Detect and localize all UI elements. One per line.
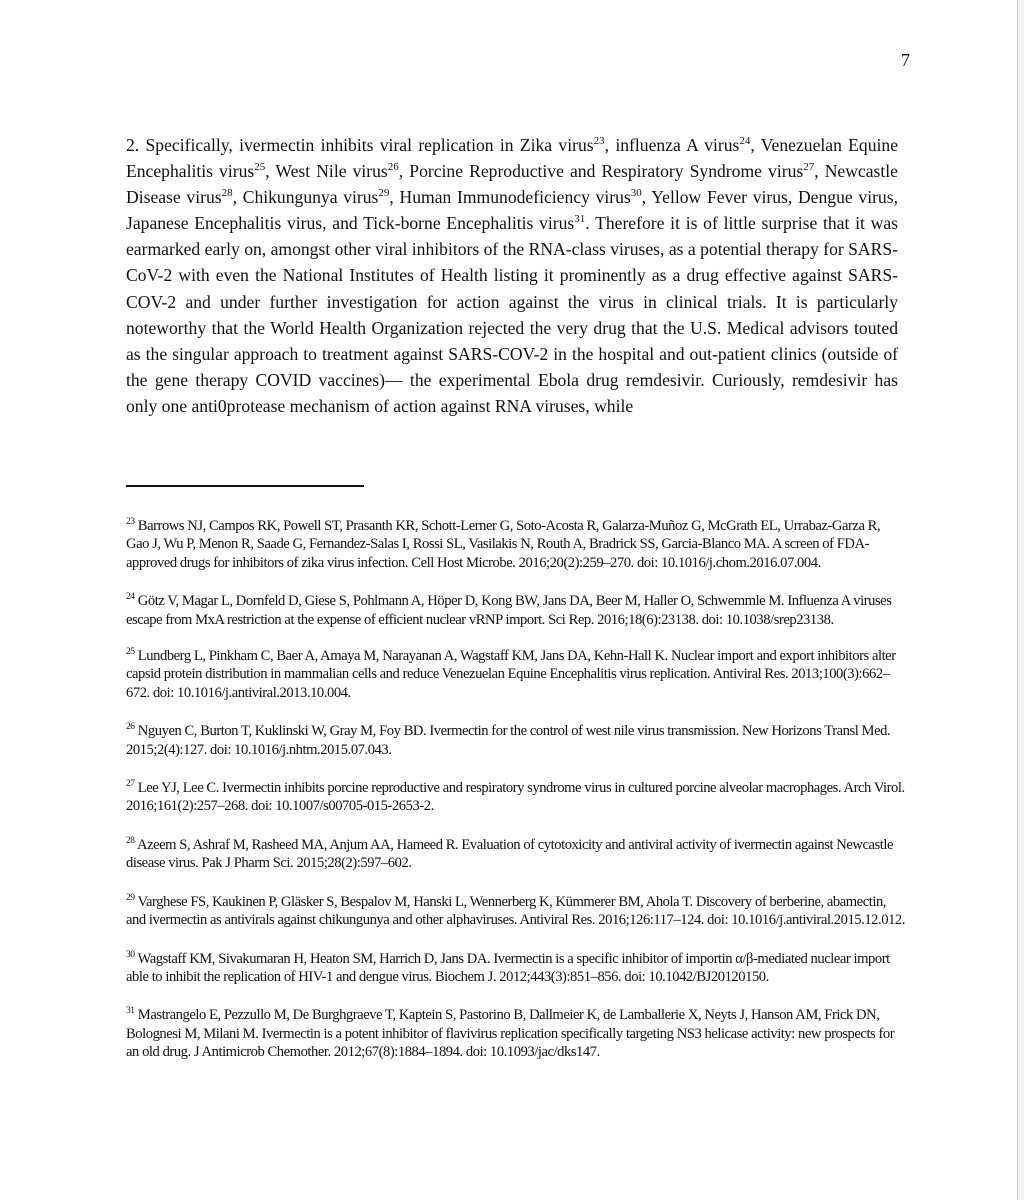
footnote-number: 29	[126, 892, 135, 903]
footnote-text: Wagstaff KM, Sivakumaran H, Heaton SM, Harrich D, Jans DA. Ivermectin is a specific inhibitor of importin α/β-mediated nuclear import able to inhibit the replication of HIV-1 and dengue virus. Biochem J. 2012;443(3):851–856. doi: 10.1042/BJ20120150.	[126, 950, 890, 985]
citation-marker: 27	[803, 161, 815, 174]
body-text-run: , Newcastle Disease virus	[126, 161, 898, 208]
footnote-number: 30	[126, 949, 135, 960]
footnote-number: 31	[126, 1006, 135, 1017]
footnote-text: Götz V, Magar L, Dornfeld D, Giese S, Pohlmann A, Höper D, Kong BW, Jans DA, Beer M, Haller O, Schwemmle M. Influenza A viruses escape from MxA restriction at the expense of efficient nuclear vRNP import. Sci Rep. 2016;18(6):23138. doi: 10.1038/srep23138.	[126, 593, 892, 628]
body-text-run: , Human Immunodeficiency virus	[389, 187, 631, 208]
body-text-run: , Chikungunya virus	[232, 187, 379, 208]
footnote-text: Varghese FS, Kaukinen P, Gläsker S, Bespalov M, Hanski L, Wennerberg K, Kümmerer BM, Ahola T. Discovery of berberine, abamectin, and ivermectin as antivirals against chikungunya and other alphaviruses. Antiviral Res. 2016;126:117–124. doi: 10.1016/j.antiviral.2015.12.012.	[126, 893, 905, 929]
footnote-number: 27	[126, 779, 135, 790]
citation-marker: 25	[254, 161, 266, 174]
citation-marker: 30	[630, 187, 642, 200]
footnote-text: Nguyen C, Burton T, Kuklinski W, Gray M, Foy BD. Ivermectin for the control of west nile virus transmission. New Horizons Transl Med. 2015;2(4):127. doi: 10.1016/j.nhtm.2015.07.043.	[126, 723, 891, 758]
footnote	[126, 722, 906, 759]
body-text-run: . Therefore it is of little surprise that it was earmarked early on, amongst other viral inhibitors of the RNA-class viruses, as a potential therapy for SARS-CoV-2 with even the National Institutes of Health listing it prominently as a drug effective against SARS-COV-2 and under further investigation for action against the virus in clinical trials. It is particularly noteworthy that the World Health Organization rejected the very drug that the U.S. Medical advisors touted as the singular approach to treatment against SARS-COV-2 in the hospital and out-patient clinics (outside of the gene therapy COVID vaccines)— the experimental Ebola drug remdesivir. Curiously, remdesivir has only one anti0protease mechanism of action against RNA viruses, while	[126, 213, 898, 416]
footnote-number: 26	[126, 722, 135, 733]
citation-marker: 28	[221, 187, 233, 200]
citation-marker: 24	[739, 135, 751, 148]
body-text-run: , Yellow Fever virus, Dengue virus, Japanese Encephalitis virus, and Tick-borne Encephalitis virus	[126, 187, 898, 234]
footnote-number: 28	[126, 836, 135, 847]
body-text-run: , influenza A virus	[604, 135, 740, 155]
footnote-text: Mastrangelo E, Pezzullo M, De Burghgraeve T, Kaptein S, Pastorino B, Dallmeier K, de Lamballerie X, Neyts J, Hanson AM, Frick DN, Bolognesi M, Milani M. Ivermectin is a potent inhibitor of flavivirus replication specifically targeting NS3 helicase activity: new prospects for an old drug. J Antimicrob Chemother. 2012;67(8):1884–1894. doi: 10.1093/jac/dks147.	[126, 1007, 895, 1061]
footnote-text: Lundberg L, Pinkham C, Baer A, Amaya M, Narayanan A, Wagstaff KM, Jans DA, Kehn-Hall K. Nuclear import and export inhibitors alter capsid protein distribution in mammalian cells and reduce Venezuelan Equine Encephalitis virus replication. Antiviral Res. 2013;100(3):662–672. doi: 10.1016/j.antiviral.2013.10.004.	[126, 648, 896, 701]
footnote	[126, 647, 906, 702]
footnote	[126, 592, 906, 629]
footnote-number: 24	[126, 592, 135, 603]
footnote-text: Azeem S, Ashraf M, Rasheed MA, Anjum AA, Hameed R. Evaluation of cytotoxicity and antiviral activity of ivermectin against Newcastle disease virus. Pak J Pharm Sci. 2015;28(2):597–602.	[126, 836, 894, 872]
citation-marker: 23	[593, 135, 605, 148]
footnote	[126, 1006, 906, 1061]
page-number: 7	[901, 50, 910, 70]
citation-marker: 31	[574, 213, 586, 226]
footnote-text: Lee YJ, Lee C. Ivermectin inhibits porcine reproductive and respiratory syndrome virus in cultured porcine alveolar macrophages. Arch Virol. 2016;161(2):257–268. doi: 10.1007/s00705-015-2653-2.	[126, 780, 905, 815]
body-text-run: , West Nile virus	[265, 161, 388, 182]
body-paragraph	[126, 132, 898, 419]
footnote	[126, 836, 906, 873]
footnote	[126, 517, 906, 572]
footnote-text: Barrows NJ, Campos RK, Powell ST, Prasanth KR, Schott-Lerner G, Soto-Acosta R, Galarza-Muñoz G, McGrath EL, Urrabaz-Garza R, Gao J, Wu P, Menon R, Saade G, Fernandez-Salas I, Rossi SL, Vasilakis N, Routh A, Bradrick SS, Garcia-Blanco MA. A screen of FDA-approved drugs for inhibitors of zika virus infection. Cell Host Microbe. 2016;20(2):259–270. doi: 10.1016/j.chom.2016.07.004.	[126, 518, 881, 571]
footnote-separator	[126, 485, 364, 487]
footnote	[126, 893, 906, 930]
citation-marker: 29	[378, 187, 390, 200]
footnote-number: 25	[126, 647, 135, 658]
body-text-run: 2. Specifically, ivermectin inhibits viral replication in Zika virus	[126, 135, 594, 155]
footnote-number: 23	[126, 517, 135, 528]
citation-marker: 26	[387, 161, 399, 174]
footnotes-list	[126, 517, 906, 1062]
body-text-run: , Porcine Reproductive and Respiratory Syndrome virus	[398, 161, 804, 182]
body-text-run: , Venezuelan Equine Encephalitis virus	[126, 135, 899, 182]
footnote	[126, 950, 906, 987]
footnote	[126, 779, 906, 816]
